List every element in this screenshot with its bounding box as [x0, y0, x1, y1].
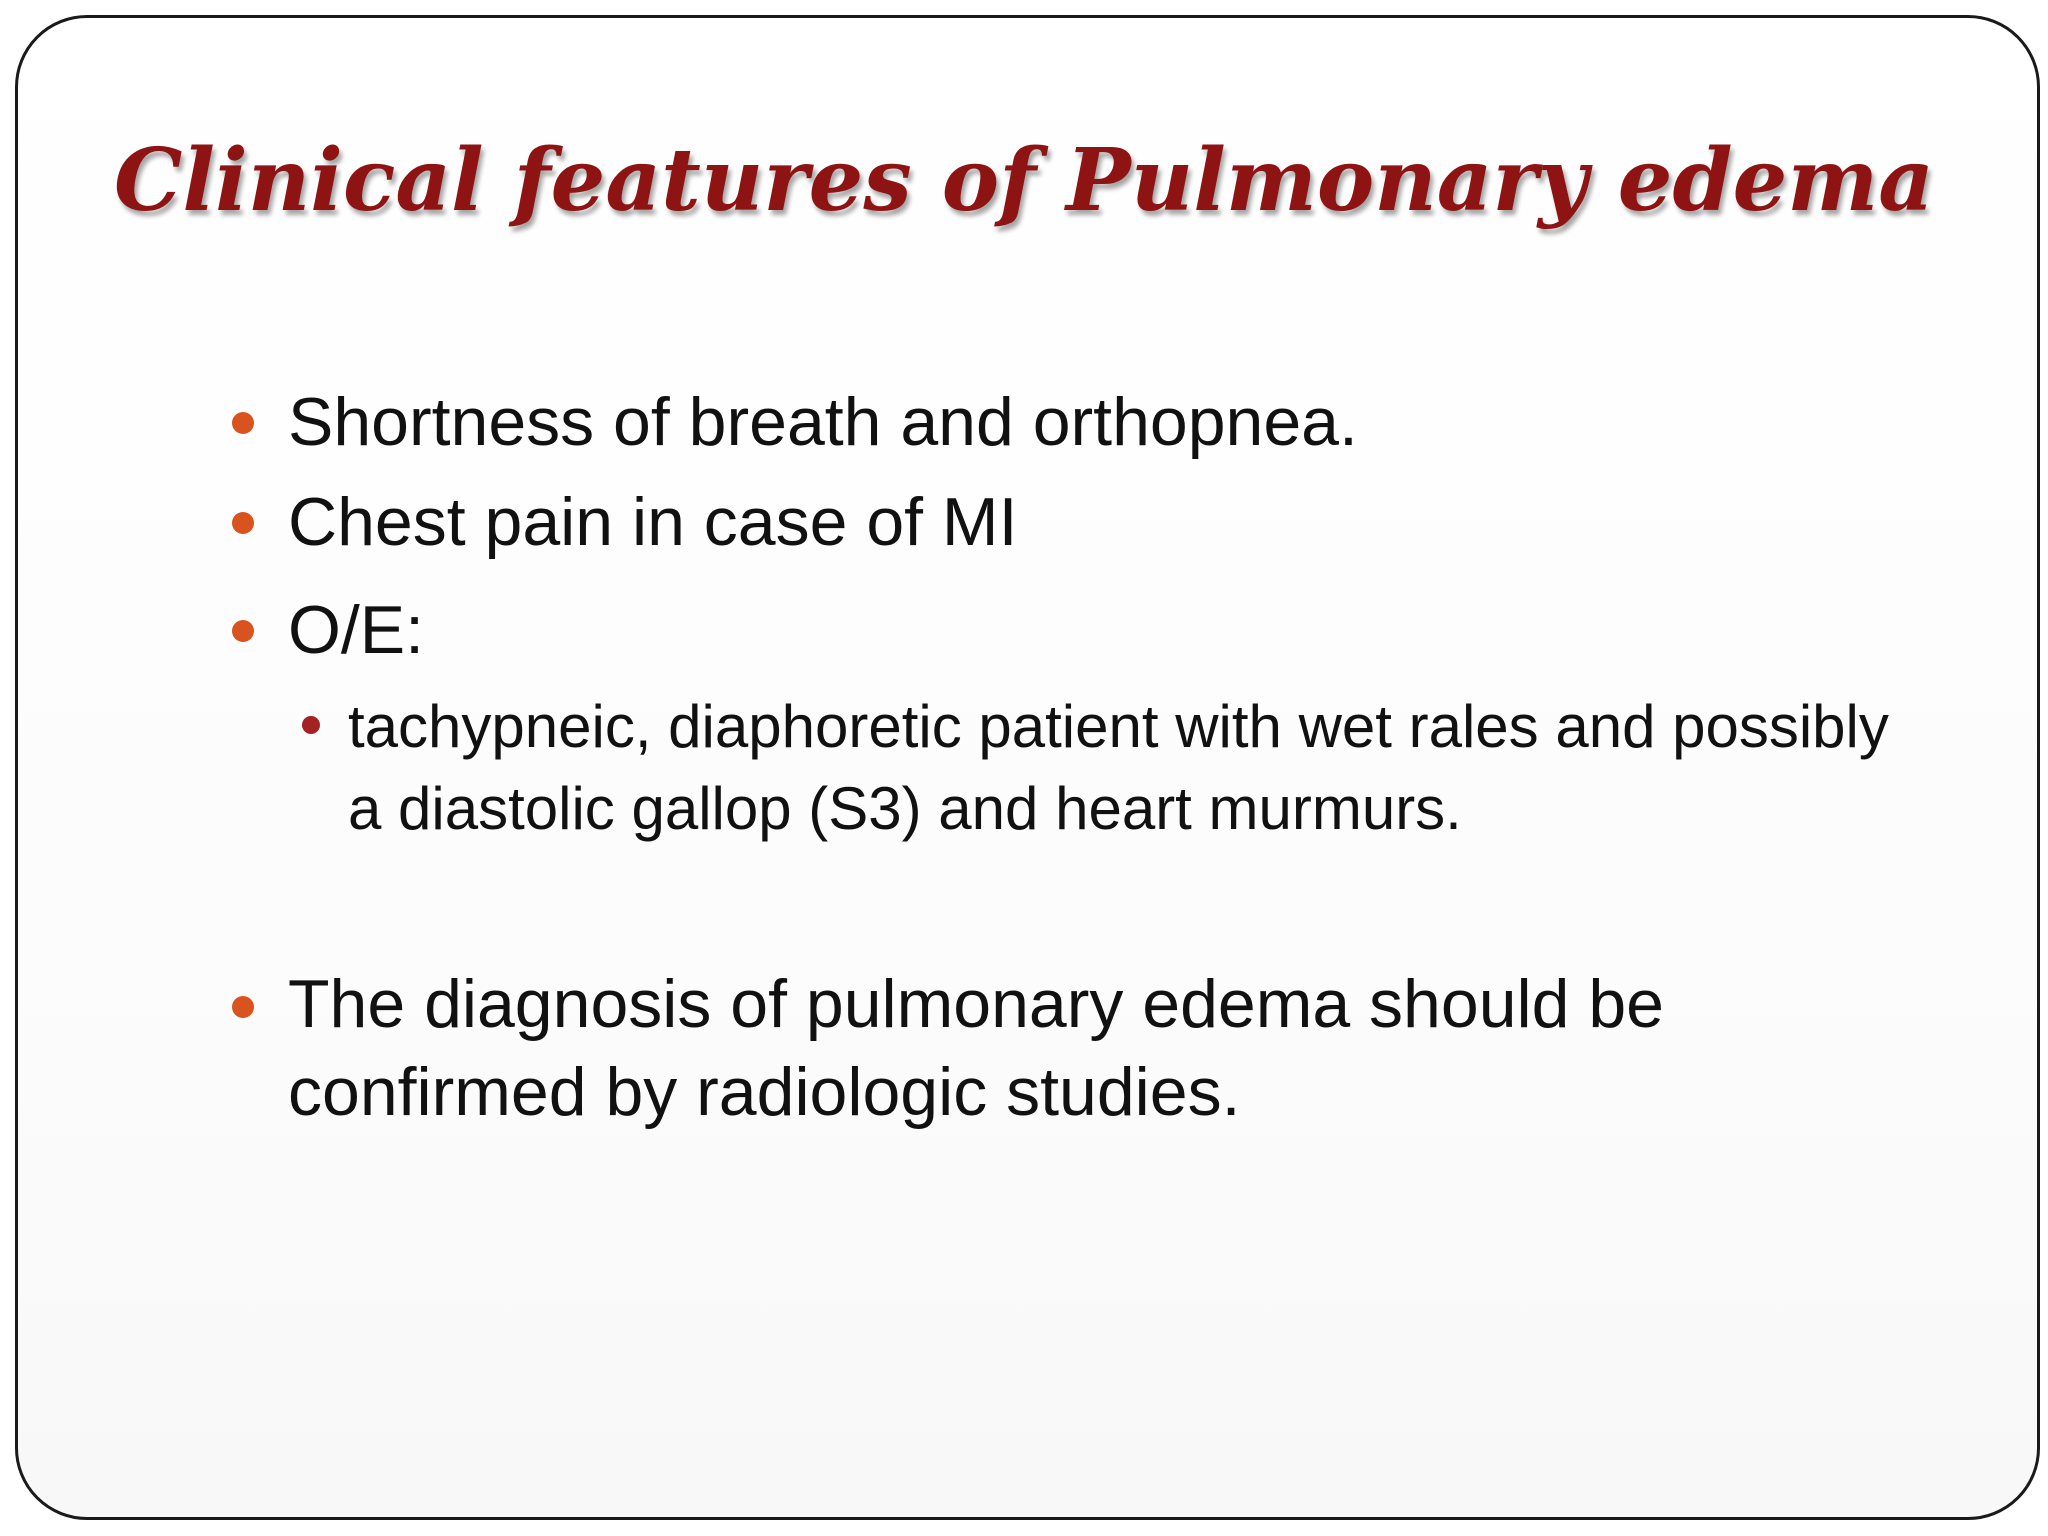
bullet-icon	[232, 412, 254, 434]
slide-title: Clinical features of Pulmonary edema	[113, 130, 1935, 231]
bullet-text: Shortness of breath and orthopnea.	[288, 384, 1358, 460]
bullet-icon	[232, 996, 254, 1018]
sub-bullet-text: tachypneic, diaphoretic patient with wet rales and possibly a diastolic gallop (S3) and heart murmurs.	[348, 693, 1889, 842]
bullet-icon	[232, 620, 254, 642]
bullet-text: O/E:	[288, 592, 425, 668]
sub-bullet-icon	[302, 716, 320, 734]
bullet-text: The diagnosis of pulmonary edema should be confirmed by radiologic studies.	[288, 966, 1664, 1130]
bullet-text: Chest pain in case of MI	[288, 484, 1018, 560]
bullet-icon	[232, 512, 254, 534]
